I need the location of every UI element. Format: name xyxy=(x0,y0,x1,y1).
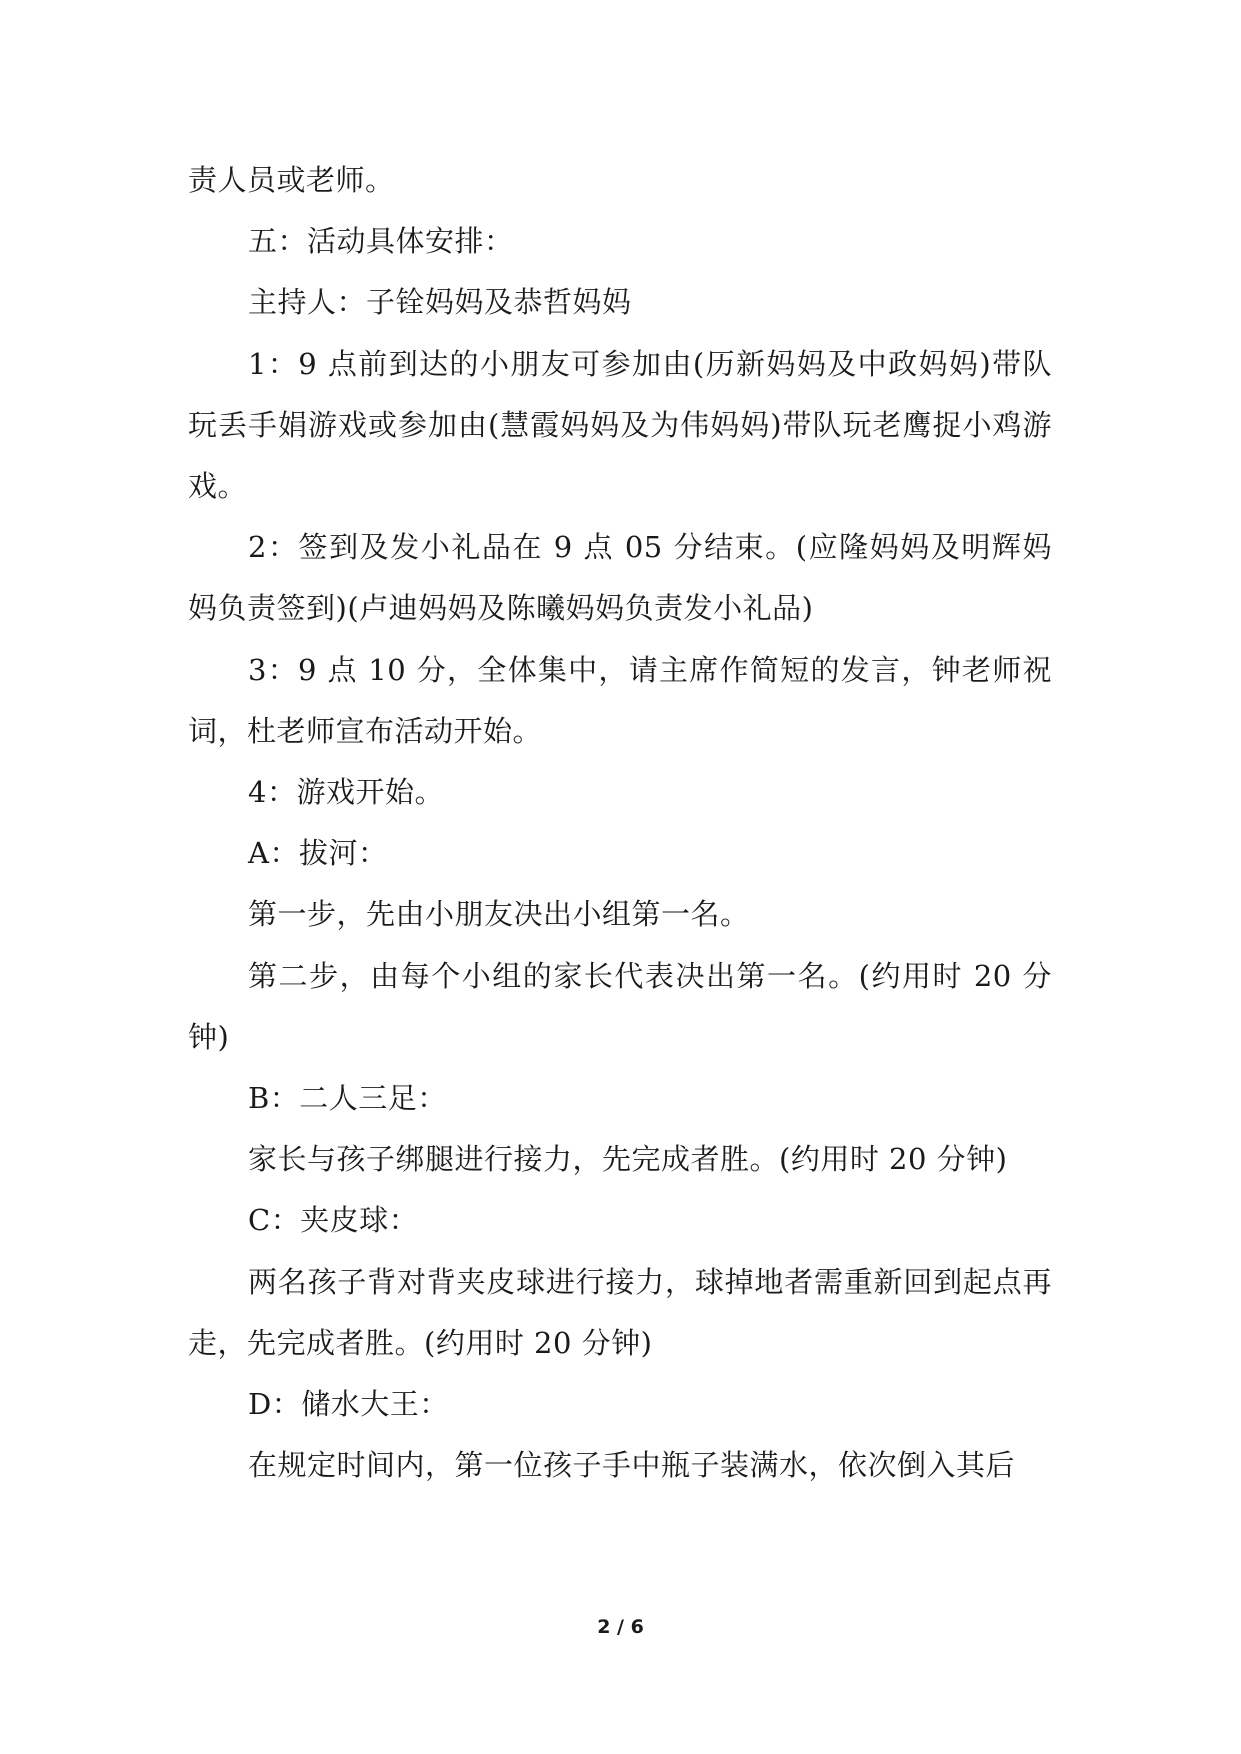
paragraph: 两名孩子背对背夹皮球进行接力，球掉地者需重新回到起点再走，先完成者胜。(约用时 20 分钟) xyxy=(188,1264,1052,1360)
paragraph: 3：9 点 10 分，全体集中，请主席作简短的发言，钟老师祝词，杜老师宣布活动开始。 xyxy=(188,652,1052,748)
paragraph: 家长与孩子绑腿进行接力，先完成者胜。(约用时 20 分钟) xyxy=(248,1142,1008,1177)
paragraph: 在规定时间内，第一位孩子手中瓶子装满水，依次倒入其后 xyxy=(248,1448,1016,1483)
paragraph: C：夹皮球： xyxy=(248,1203,419,1238)
paragraph: 五：活动具体安排： xyxy=(248,224,514,259)
paragraph: D：储水大王： xyxy=(248,1387,449,1422)
paragraph: B：二人三足： xyxy=(248,1081,447,1116)
paragraph: 责人员或老师。 xyxy=(188,163,395,197)
document-body xyxy=(188,150,1052,1496)
paragraph: 第二步，由每个小组的家长代表决出第一名。(约用时 20 分钟) xyxy=(188,958,1052,1054)
paragraph: 4：游戏开始。 xyxy=(248,775,444,810)
page-number: 2 / 6 xyxy=(597,1616,644,1638)
paragraph: 第一步，先由小朋友决出小组第一名。 xyxy=(248,897,750,932)
paragraph: 2：签到及发小礼品在 9 点 05 分结束。(应隆妈妈及明辉妈妈负责签到)(卢迪妈妈及陈曦妈妈负责发小礼品) xyxy=(188,530,1052,626)
paragraph: A：拔河： xyxy=(248,836,388,871)
paragraph: 1：9 点前到达的小朋友可参加由(历新妈妈及中政妈妈)带队玩丢手娟游戏或参加由(慧霞妈妈及为伟妈妈)带队玩老鹰捉小鸡游戏。 xyxy=(188,346,1052,504)
paragraph: 主持人：子铨妈妈及恭哲妈妈 xyxy=(248,285,632,320)
